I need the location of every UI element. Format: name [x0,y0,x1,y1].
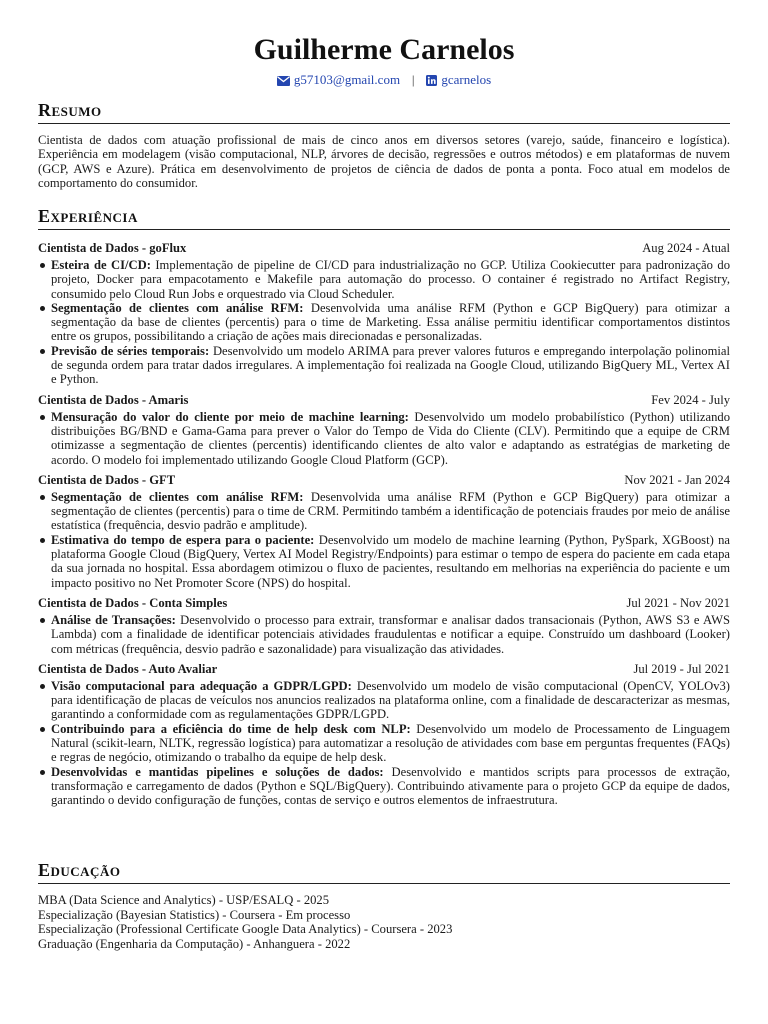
bullet-text: Desenvolvida uma análise RFM (Python e GCP BigQuery) para otimizar a segmentação de clientes (percentis) para o time de CRM. Permitindo também a identificação de potenciais fraudes por meio de análise estatística (frequência, desvio padrão e amplitude). [51,489,731,533]
bullet-text: Desenvolvido um modelo probabilístico (Python) utilizando distribuições BG/BND e Gama-Gama para prever o Valor do Tempo de Vida do Cliente (CLV). Permitindo que a equipe de CRM otimizasse a segmentação de clientes (percentis) identificando clientes de alto valor e adaptando as estratégias de marketing de acordo. O modelo foi implementado utilizando Google Cloud Platform (GCP). [51,409,730,467]
bullet-text: Desenvolvido o processo para extrair, transformar e analisar dados transacionais (Python, AWS S3 e AWS Lambda) com a finalidade de identificar potenciais atividades fraudulentas e notificar a equipe. Construído um dashboard (Looker) com métricas (frequência, desvio padrão e sazonalidade) para visualização das atividades. [51,612,731,656]
bullet-lead: Mensuração do valor do cliente por meio de machine learning: [51,409,409,424]
summary-section [38,100,730,190]
bullet-lead: Previsão de séries temporais: [51,343,210,358]
education-list [38,893,730,951]
summary-text: Cientista de dados com atuação profissional de mais de cinco anos em diversos setores (varejo, saúde, financeiro e logística). Experiência em modelagem (visão computacional, NLP, árvores de decisão, regressões e outros métodos) e em plataformas de nuvem (GCP, AWS e Azure). Prática em desenvolvimento de projetos de ciência de dados de ponta a ponta. Foco atual em modelos de comportamento do consumidor. [38,133,730,190]
bullet-lead: Análise de Transações: [51,612,176,627]
bullet-lead: Visão computacional para adequação a GDPR/LGPD: [51,678,352,693]
job-bullets [38,410,730,467]
bullet-text: Desenvolvido um modelo de Processamento de Linguagem Natural (scikit-learn, NLTK, regressão logística) para automatizar a resolução de atividades com base em perguntas frequentes (FAQs) e regras de negócio, otimizando o trabalho da equipe de help desk. [51,721,730,765]
bullet-lead: Desenvolvidas e mantidas pipelines e soluções de dados: [51,764,384,779]
job-dates: Aug 2024 - Atual [642,241,730,255]
job-entry [38,662,730,808]
job-header [38,596,730,611]
job-header [38,473,730,488]
bullet-lead: Segmentação de clientes com análise RFM: [51,300,304,315]
education-item: Especialização (Professional Certificate Google Data Analytics) - Coursera - 2023 [38,922,453,937]
job-dates: Jul 2021 - Nov 2021 [626,595,730,610]
job-dates: Fev 2024 - July [651,392,730,407]
candidate-name: Guilherme Carnelos [253,33,515,66]
job-title: Cientista de Dados - GFT [38,472,176,487]
bullet-item [38,765,730,808]
contact-separator: | [411,72,415,87]
bullet-lead: Estimativa do tempo de espera para o paciente: [51,532,315,547]
job-header [38,393,730,408]
job-title: Cientista de Dados - Conta Simples [38,595,228,610]
linkedin-link[interactable]: gcarnelos [441,72,492,87]
education-section [38,860,730,951]
job-entry [38,473,730,590]
bullet-text: Desenvolvido e mantidos scripts para processos de extração, transformação e carregamento de dados (Python e SQL/BigQuery). Contribuindo ativamente para o projeto GCP da equipe de dados, garantindo o devido configuração de funções, contas de serviço e outros elementos de infraestrutura. [51,764,730,808]
job-entry [38,241,730,387]
job-header [38,662,730,677]
section-title-education: Educação [38,860,730,884]
job-title: Cientista de Dados - Auto Avaliar [38,661,218,676]
bullet-text: Desenvolvido um modelo ARIMA para prever valores futuros e empregando interpolação polinomial de segunda ordem para tratar dados irregulares. A implementação foi realizada na Google Cloud, utilizando BigQuery ML, Vertex AI e Python. [51,343,730,387]
bullet-item [38,410,730,467]
job-bullets [38,613,730,656]
bullet-lead: Esteira de CI/CD: [51,258,151,272]
contact-line [38,71,730,89]
job-header [38,241,730,256]
bullet-text: Desenvolvido um modelo de machine learning (Python, PySpark, XGBoost) na plataforma Google Cloud (BigQuery, Vertex AI Model Registry/Endpoints) para estimar o tempo de espera do paciente em cada etapa da sua jornada no hospital. Essa abordagem otimizou o fluxo de pacientes, resultando em melhorias na experiência do paciente e um impacto positivo no Net Promoter Score (NPS) do hospital. [51,532,731,590]
bullet-item [38,490,730,533]
bullet-item [38,613,730,656]
section-title-experience: Experiência [38,206,730,230]
bullet-item [38,344,730,387]
education-item: Especialização (Bayesian Statistics) - Coursera - Em processo [38,907,351,922]
section-title-summary: Resumo [38,100,730,124]
bullet-item [38,533,730,590]
job-bullets [38,258,730,387]
job-dates: Jul 2019 - Jul 2021 [633,661,730,676]
job-dates: Nov 2021 - Jan 2024 [624,472,730,487]
job-entry [38,393,730,467]
job-bullets [38,490,730,590]
job-entry [38,596,730,656]
bullet-lead: Segmentação de clientes com análise RFM: [51,489,304,504]
bullet-item [38,679,730,722]
bullet-item [38,722,730,765]
bullet-text: Implementação de pipeline de CI/CD para industrialização no GCP. Utiliza Cookiecutter para padronização do projeto, Docker para empacotamento e Makefile para automação do processo. O container é registrado no Artifact Registry, consumido pelo Cloud Run Jobs e orquestrado via Cloud Scheduler. [51,258,730,301]
bullet-item [38,301,730,344]
job-title: Cientista de Dados - Amaris [38,392,189,407]
envelope-icon [277,76,290,86]
resume-page [38,30,731,951]
bullet-text: Desenvolvida uma análise RFM (Python e GCP BigQuery) para otimizar a segmentação da base de clientes (percentis) para o time de Marketing. Essa análise permitiu identificar comportamentos distintos entre os grupos, possibilitando a criação de ações mais direcionadas e personalizadas. [51,300,731,344]
email-link[interactable]: g57103@gmail.com [293,72,401,87]
job-title: Cientista de Dados - goFlux [38,241,187,255]
education-item: Graduação (Engenharia da Computação) - Anhanguera - 2022 [38,936,351,951]
experience-section [38,206,730,808]
linkedin-icon [426,75,437,86]
education-item: MBA (Data Science and Analytics) - USP/ESALQ - 2025 [38,893,330,907]
job-bullets [38,679,730,808]
bullet-item [38,258,730,301]
bullet-text: Desenvolvido um modelo de visão computacional (OpenCV, YOLOv3) para identificação de placas de veículos nos anuncios realizados na plataforma online, com a finalidade de descaracterizar as mesmas, garantindo a conformidade com as regulamentações GDPR/LGPD. [51,678,730,722]
bullet-lead: Contribuindo para a eficiência do time de help desk com NLP: [51,721,411,736]
